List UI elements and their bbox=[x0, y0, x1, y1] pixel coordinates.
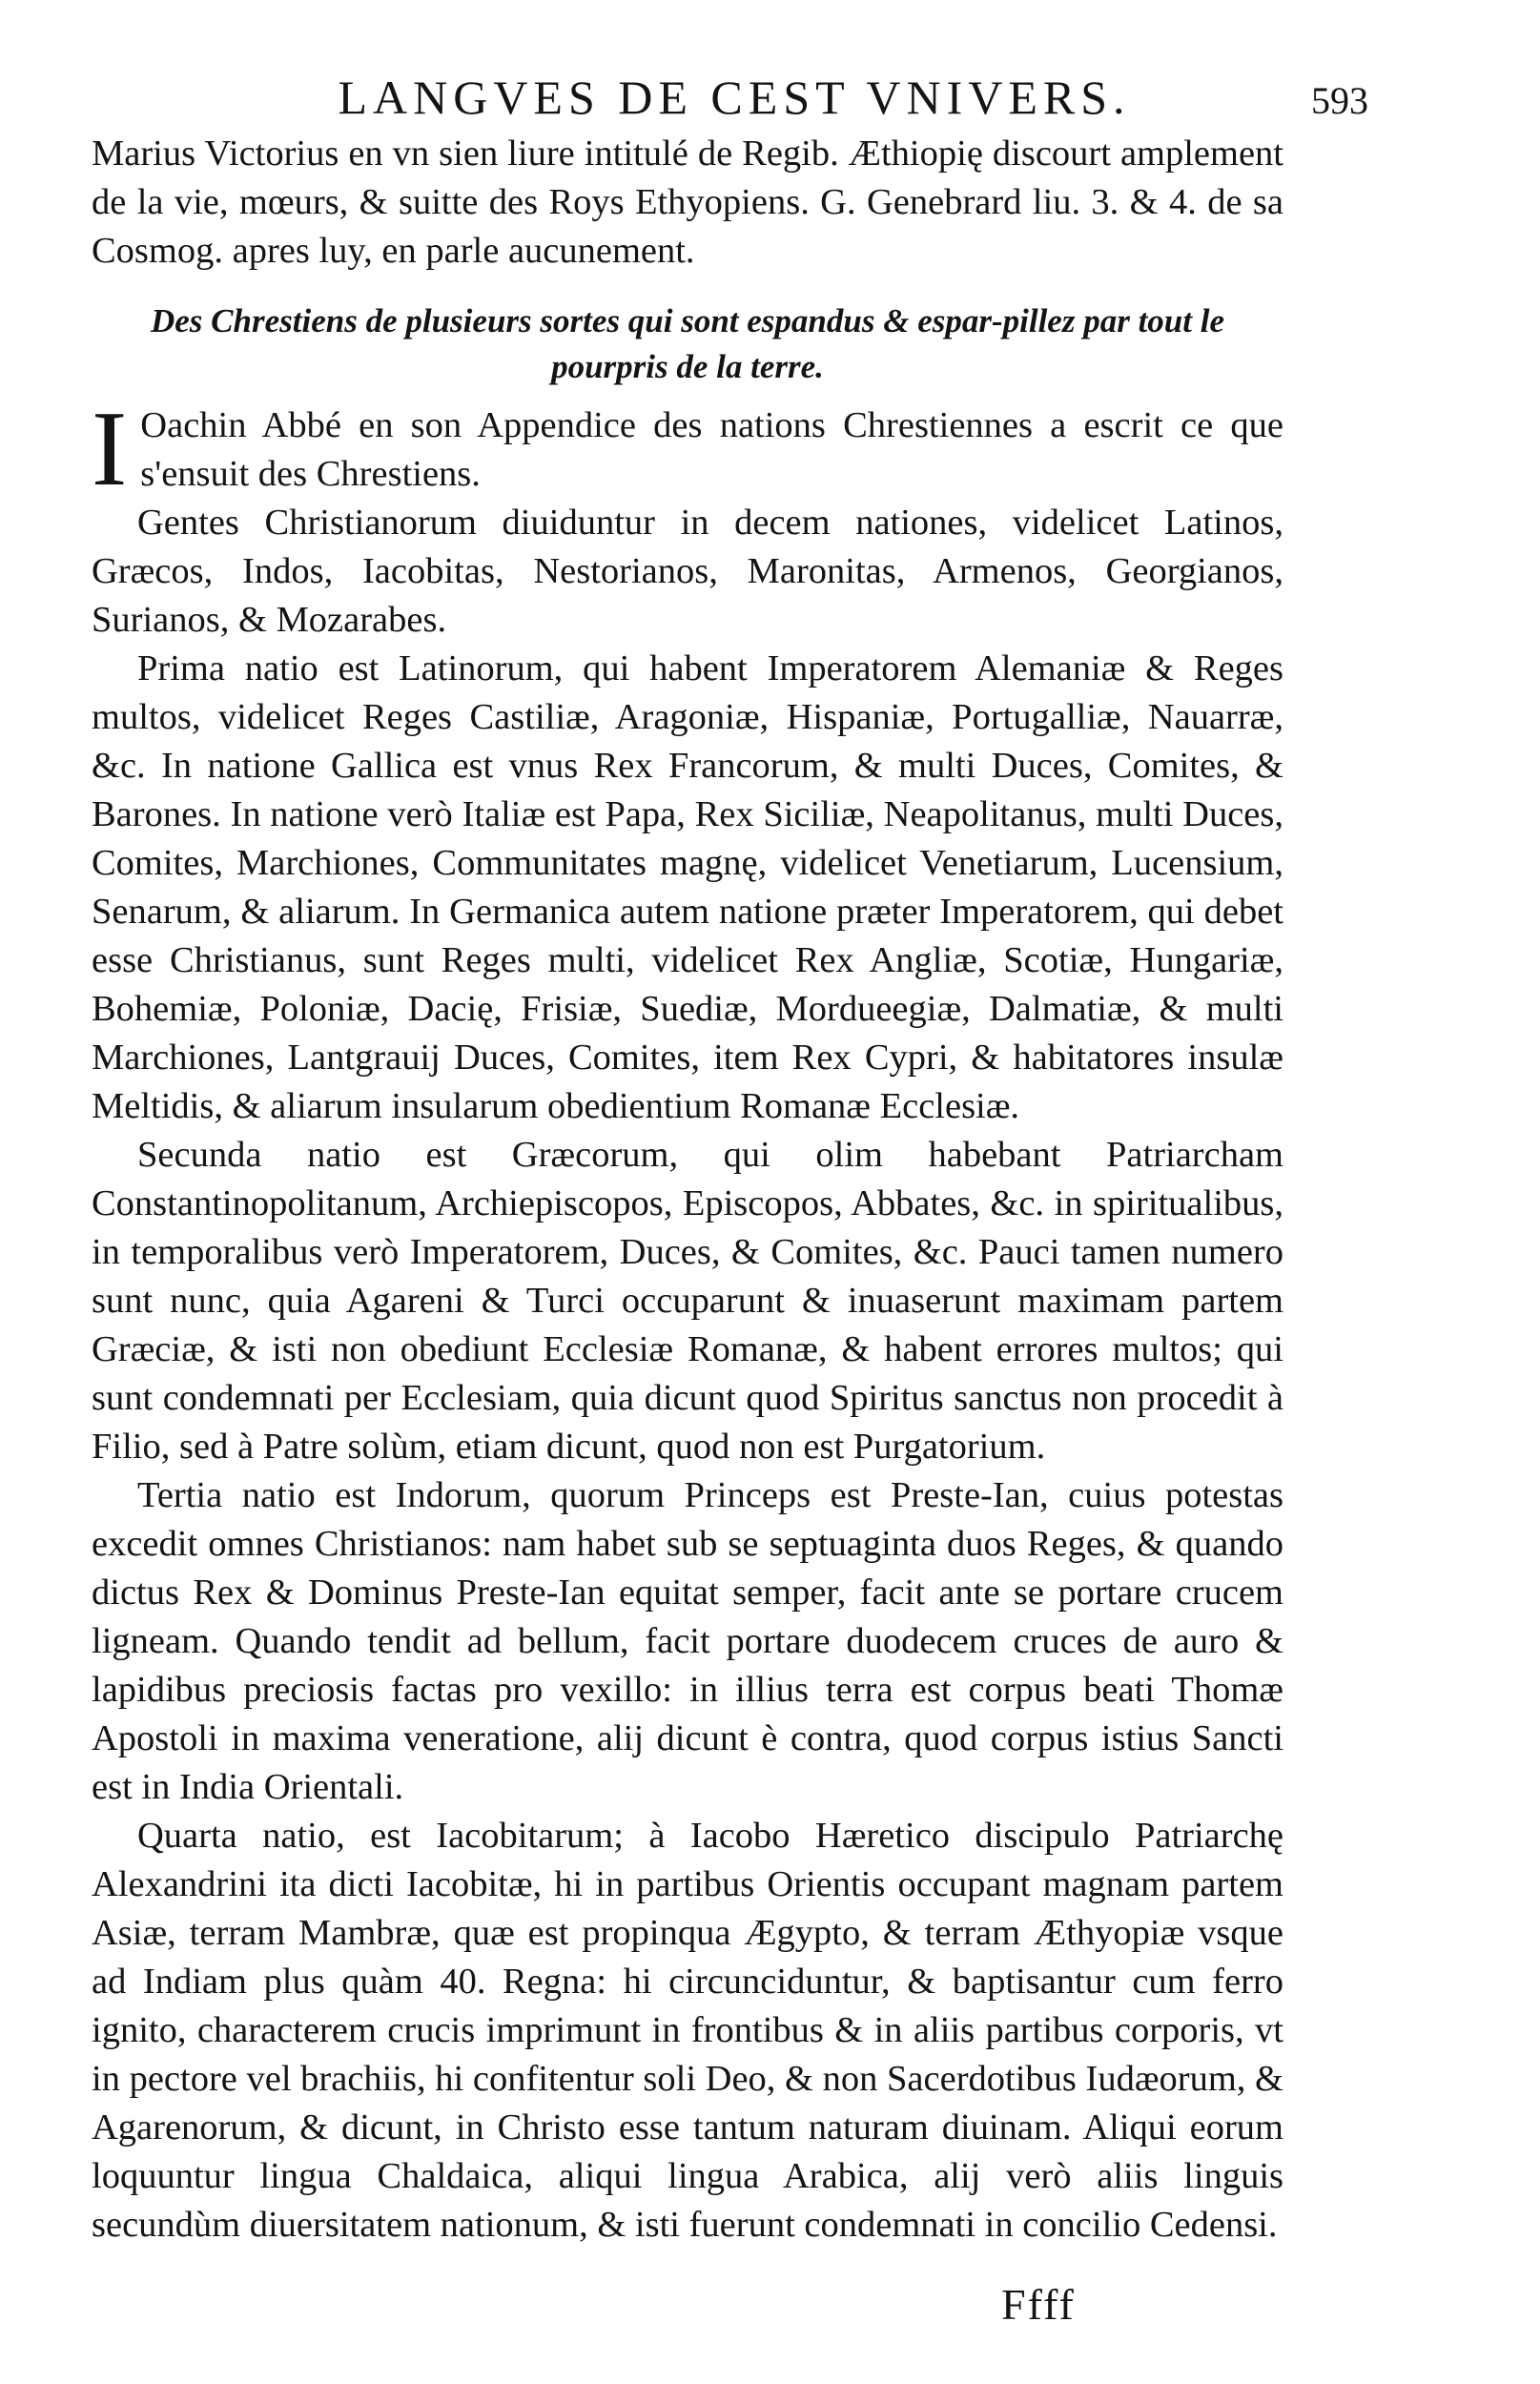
paragraph-secunda: Secunda natio est Græcorum, qui olim habebant Patriarcham Constantinopolitanum, Archiepiscopos, Episcopos, Abbates, &c. in spiritualibus, in temporalibus verò Imperatorem, Duces, & Comites, &c. Pauci tamen numero sunt nunc, quia Agareni & Turci occuparunt & inuaserunt maximam partem Græciæ, & isti non obediunt Ecclesiæ Romanæ, & habent errores multos; qui sunt condemnati per Ecclesiam, quia dicunt quod Spiritus sanctus non procedit à Filio, sed à Patre solùm, etiam dicunt, quod non est Purgatorium. bbox=[92, 1135, 1283, 1467]
drop-cap: I bbox=[92, 390, 128, 508]
paragraph-prima: Prima natio est Latinorum, qui habent Imperatorem Alemaniæ & Reges multos, videlicet Reges Castiliæ, Aragoniæ, Hispaniæ, Portugalliæ, Nauarræ, &c. In natione Gallica est vnus Rex Francorum, & multi Duces, Comites, & Barones. In natione verò Italiæ est Papa, Rex Siciliæ, Neapolitanus, multi Duces, Comites, Marchiones, Communitates magnę, videlicet Venetiarum, Lucensium, Senarum, & aliarum. In Germanica autem natione præter Imperatorem, qui debet esse Christianus, sunt Reges multi, videlicet Rex Angliæ, Scotiæ, Hungariæ, Bohemiæ, Poloniæ, Dacię, Frisiæ, Suediæ, Mordueegiæ, Dalmatiæ, & multi Marchiones, Lantgrauij Duces, Comites, item Rex Cypri, & habitatores insulæ Meltidis, & aliarum insularum obedientium Romanæ Ecclesiæ. bbox=[92, 648, 1283, 1126]
paragraph-quarta: Quarta natio, est Iacobitarum; à Iacobo Hæretico discipulo Patriarchę Alexandrini ita dicti Iacobitæ, hi in partibus Orientis occupant magnam partem Asiæ, terram Mambræ, quæ est propinqua Ægypto, & terram Æthyopiæ vsque ad Indiam plus quàm 40. Regna: hi circunciduntur, & baptisantur cum ferro ignito, characterem crucis imprimunt in frontibus & in aliis partibus corporis, vt in pectore vel brachiis, hi confitentur soli Deo, & non Sacerdotibus Iudæorum, & Agarenorum, & dicunt, in Christo esse tantum naturam diuinam. Aliqui eorum loquuntur lingua Chaldaica, aliqui lingua Arabica, alij verò aliis linguis secundùm diuersitatem nationum, & isti fuerunt condemnati in concilio Cedensi. bbox=[92, 1816, 1283, 2245]
section-heading: Des Chrestiens de plusieurs sortes qui sont espandus & espar-pillez par tout le pourpris de la terre. bbox=[151, 302, 1224, 385]
body-text bbox=[92, 130, 1283, 2250]
paragraph-intro: Marius Victorius en vn sien liure intitulé de Regib. Æthiopię discourt amplement de la vie, mœurs, & suitte des Roys Ethyopiens. G. Genebrard liu. 3. & 4. de sa Cosmog. apres luy, en parle aucunement. bbox=[92, 134, 1283, 271]
paragraph-gentes: Gentes Christianorum diuiduntur in decem nationes, videlicet Latinos, Græcos, Indos, Iacobitas, Nestorianos, Maronitas, Armenos, Georgianos, Surianos, & Mozarabes. bbox=[92, 503, 1283, 640]
running-head: LANGVES DE CEST VNIVERS. bbox=[338, 71, 1131, 124]
paragraph-tertia: Tertia natio est Indorum, quorum Princeps est Preste-Ian, cuius potestas excedit omnes Christianos: nam habet sub se septuaginta duos Reges, & quando dictus Rex & Dominus Preste-Ian equitat semper, facit ante se portare crucem ligneam. Quando tendit ad bellum, facit portare duodecem cruces de auro & lapidibus preciosis factas pro vexillo: in illius terra est corpus beati Thomæ Apostoli in maxima veneratione, alij dicunt è contra, quod corpus istius Sancti est in India Orientali. bbox=[92, 1475, 1283, 1807]
page-number: 593 bbox=[1311, 79, 1368, 122]
paragraph-joachim bbox=[92, 390, 1283, 508]
paragraph-joachim-text: Oachin Abbé en son Appendice des nations Chrestiennes a escrit ce que s'ensuit des Chrestiens. bbox=[140, 405, 1283, 494]
signature-mark: Ffff bbox=[1001, 2280, 1076, 2329]
